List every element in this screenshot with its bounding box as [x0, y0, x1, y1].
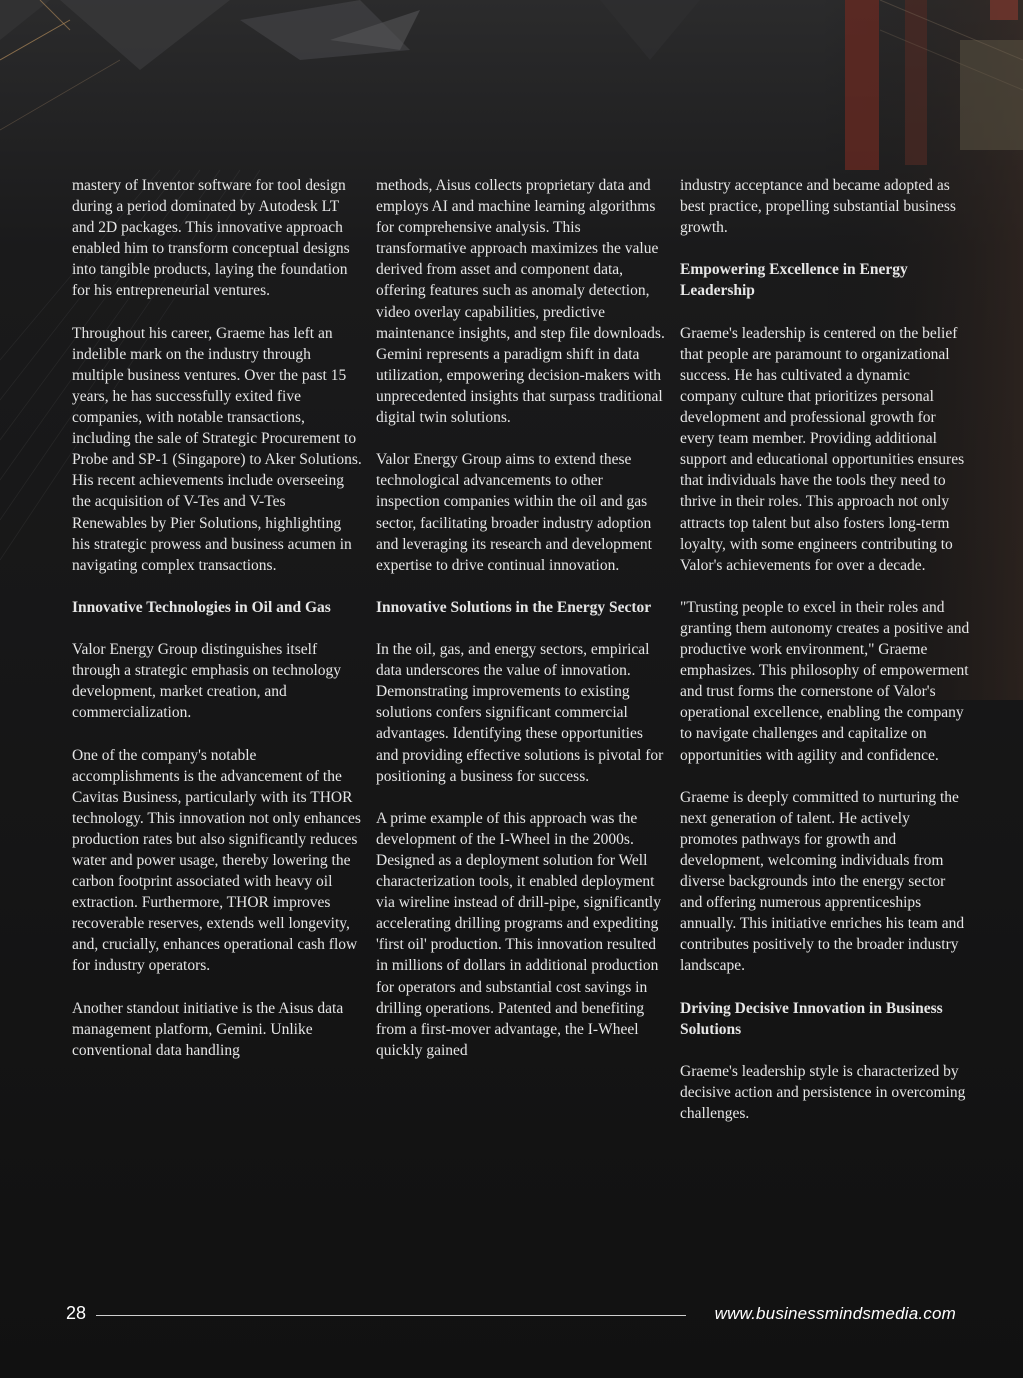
page-number: 28	[66, 1303, 87, 1323]
body-paragraph: Graeme's leadership style is characterized by decisive action and persistence in overcoming challenges.	[680, 1062, 966, 1123]
article-column-1	[72, 175, 362, 1082]
article-column-2	[376, 175, 666, 1082]
body-paragraph: Valor Energy Group distinguishes itself through a strategic emphasis on technology development, market creation, and commercialization.	[72, 641, 342, 722]
article-column-3	[680, 175, 970, 1145]
body-paragraph: mastery of Inventor software for tool design during a period dominated by Autodesk LT and 2D packages. This innovative approach enabled him to transform conceptual designs into tangible products, laying the foundation for his entrepreneurial ventures.	[72, 177, 350, 300]
section-heading: Innovative Technologies in Oil and Gas	[72, 598, 331, 616]
body-paragraph: "Trusting people to excel in their roles and granting them autonomy creates a positive and productive work environment," Graeme emphasizes. This philosophy of empowerment and trust forms the cornerstone of Valor's operational excellence, enabling the company to navigate challenges and capitalize on opportunities with agility and confidence.	[680, 598, 970, 764]
body-paragraph: Graeme is deeply committed to nurturing the next generation of talent. He actively promotes pathways for growth and development, welcoming individuals from diverse backgrounds into the energy sector and offering numerous apprenticeships annually. This initiative enriches his team and contributes positively to the broader industry landscape.	[680, 788, 965, 975]
body-paragraph: industry acceptance and became adopted as best practice, propelling substantial business growth.	[680, 177, 956, 237]
body-paragraph: In the oil, gas, and energy sectors, empirical data underscores the value of innovation. Demonstrating improvements to existing solutions confers significant commercial advantages. Identifying these opportunities and providing effective solutions is pivotal for positioning a business for success.	[376, 641, 664, 785]
body-paragraph: Valor Energy Group aims to extend these technological advancements to other inspection companies within the oil and gas sector, facilitating broader industry adoption and leveraging its research and development expertise to drive continual innovation.	[376, 451, 652, 574]
section-heading: Driving Decisive Innovation in Business Solutions	[680, 999, 943, 1038]
footer-divider	[96, 1315, 686, 1316]
body-paragraph: methods, Aisus collects proprietary data and employs AI and machine learning algorithms for comprehensive analysis. This transformative approach maximizes the value derived from asset and component data, offering features such as anomaly detection, video overlay capabilities, predictive maintenance insights, and step file downloads. Gemini represents a paradigm shift in data utilization, empowering decision-makers with unprecedented insights that surpass traditional digital twin solutions.	[376, 177, 665, 427]
body-paragraph: A prime example of this approach was the development of the I-Wheel in the 2000s. Designed as a deployment solution for Well characterization tools, it enabled deployment via wireline instead of drill-pipe, significantly accelerating drilling programs and expediting 'first oil' production. This innovation resulted in millions of dollars in additional production for operators and substantial cost savings in drilling operations. Patented and benefiting from a first-mover advantage, the I-Wheel quickly gained	[376, 809, 661, 1059]
body-paragraph: Another standout initiative is the Aisus data management platform, Gemini. Unlike conventional data handling	[72, 999, 344, 1059]
body-paragraph: One of the company's notable accomplishments is the advancement of the Cavitas Business, particularly with its THOR technology. This innovation not only enhances production rates but also significantly reduces water and power usage, thereby lowering the carbon footprint associated with heavy oil extraction. Furthermore, THOR improves recoverable reserves, extends well longevity, and, crucially, enhances operational cash flow for industry operators.	[72, 746, 361, 975]
body-paragraph: Graeme's leadership is centered on the belief that people are paramount to organizational success. He has cultivated a dynamic company culture that prioritizes personal development and professional growth for every team member. Providing additional support and educational opportunities ensures that individuals have the tools they need to thrive in their roles. This approach not only attracts top talent but also fosters long-term loyalty, with some engineers contributing to Valor's achievements for over a decade.	[680, 324, 965, 574]
footer-website-url[interactable]: www.businessmindsmedia.com	[714, 1304, 956, 1323]
section-heading: Innovative Solutions in the Energy Sector	[376, 598, 652, 616]
body-paragraph: Throughout his career, Graeme has left an indelible mark on the industry through multiple business ventures. Over the past 15 years, he has successfully exited five companies, with notable transactions, including the sale of Strategic Procurement to Probe and SP-1 (Singapore) to Aker Solutions. His recent achievements include overseeing the acquisition of V-Tes and V-Tes Renewables by Pier Solutions, highlighting his strategic prowess and business acumen in navigating complex transactions.	[72, 324, 362, 574]
section-heading: Empowering Excellence in Energy Leadership	[680, 261, 908, 300]
